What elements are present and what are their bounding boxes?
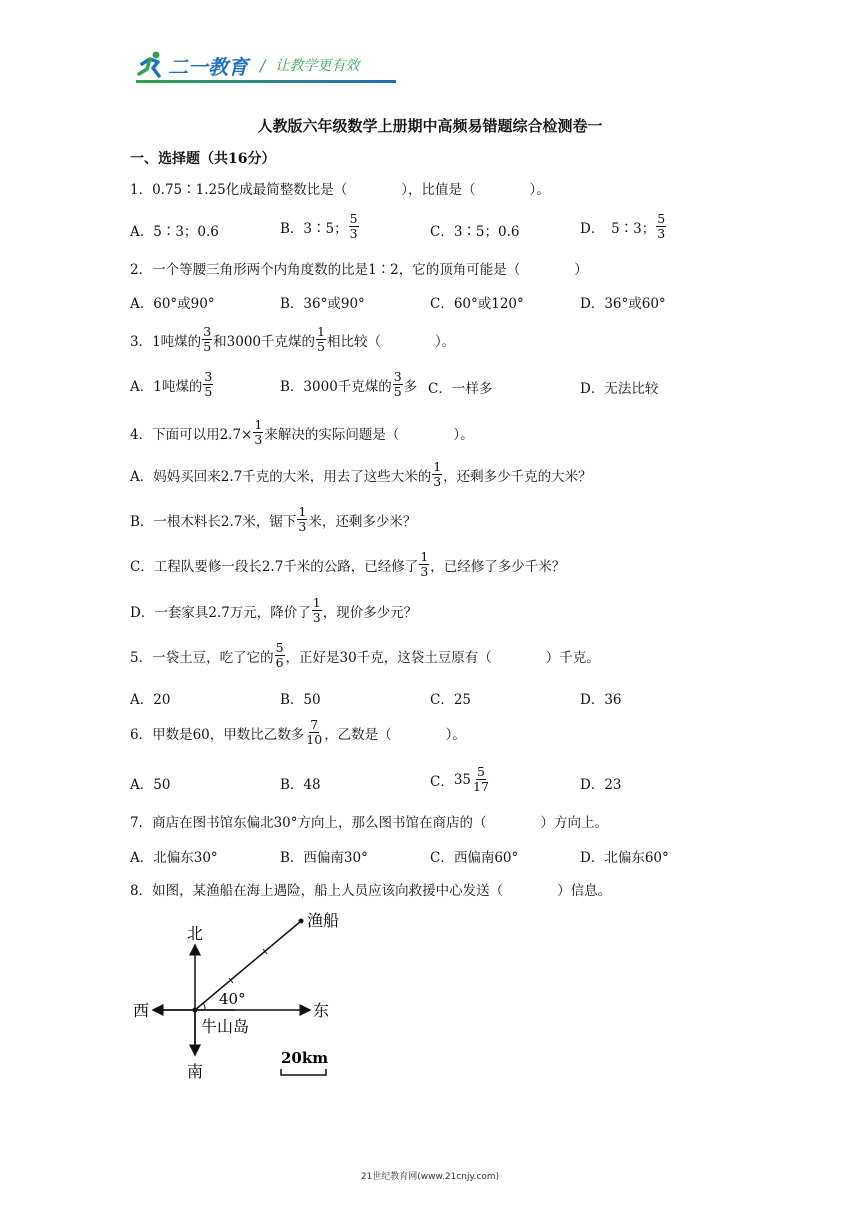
fraction: $\frac{1}{3}$ [433, 459, 442, 489]
label-angle: 40° [219, 990, 246, 1008]
logo-text: 二一教育 [168, 54, 248, 79]
fraction: $\frac{7}{10}$ [306, 717, 323, 747]
q4-option-b[interactable]: B．一根木料长2.7米，锯下 $\frac{1}{3}$ 米，还剩多少米？ [130, 504, 417, 534]
q4-option-a[interactable]: A．妈妈买回来2.7千克的大米，用去了这些大米的 $\frac{1}{3}$ ，还剩多少千克的大米？ [130, 459, 592, 489]
q3-option-b[interactable]: B．3000千克煤的 $\frac{3}{5}$ 多 [280, 369, 418, 399]
q7-option-d[interactable]: D．北偏东60° [580, 850, 669, 866]
q5-option-b[interactable]: B．50 [280, 692, 321, 708]
q7-option-b[interactable]: B．西偏南30° [280, 850, 368, 866]
boat-point [299, 919, 304, 924]
fraction: $\frac{1}{3}$ [420, 549, 429, 579]
fraction: $\frac{5}{17}$ [473, 764, 489, 794]
q1-option-a[interactable]: A．5∶3；0.6 [130, 224, 219, 240]
q3-option-d[interactable]: D．无法比较 [580, 381, 659, 397]
q6-option-a[interactable]: A．50 [130, 777, 171, 793]
q5-option-a[interactable]: A．20 [130, 692, 171, 708]
runner-logo-icon [136, 50, 166, 80]
fraction: $\frac{1}{5}$ [317, 324, 325, 354]
logo-slogan: 让教学更有效 [275, 58, 360, 74]
question-1-stem: 1．0.75∶1.25化成最简整数比是（ ），比值是（ ）。 [130, 182, 550, 198]
fraction: $\frac{1}{3}$ [298, 504, 307, 534]
q5-option-d[interactable]: D．36 [580, 692, 622, 708]
page-footer: 21世纪教育网(www.21cnjy.com) [360, 1172, 500, 1182]
q3-option-c[interactable]: C．一样多 [428, 381, 493, 397]
logo-separator: / [260, 55, 266, 75]
question-2-stem: 2．一个等腰三角形两个内角度数的比是1∶2，它的顶角可能是（ ） [130, 262, 588, 278]
q2-option-c[interactable]: C．60°或120° [430, 296, 524, 312]
q7-option-c[interactable]: C．西偏南60° [430, 850, 519, 866]
q1-option-b[interactable]: B．3∶5； $\frac{5}{3}$ [280, 211, 358, 241]
header-logo [136, 48, 359, 82]
fraction: $\frac{1}{3}$ [254, 417, 263, 447]
fraction: $\frac{3}{5}$ [203, 324, 212, 354]
q6-option-c[interactable]: C． 35 $\frac{5}{17}$ [430, 764, 489, 794]
question-8-stem: 8．如图，某渔船在海上遇险，船上人员应该向救援中心发送（ ）信息。 [130, 883, 612, 899]
q2-option-d[interactable]: D．36°或60° [580, 296, 666, 312]
q1-option-c[interactable]: C．3∶5；0.6 [430, 224, 520, 240]
fraction: $\frac{3}{5}$ [393, 369, 402, 399]
fraction: $\frac{5}{3}$ [657, 211, 666, 241]
logo-underline [136, 80, 396, 83]
question-7-stem: 7．商店在图书馆东偏北30°方向上，那么图书馆在商店的（ ）方向上。 [130, 815, 609, 831]
angle-arc [203, 1003, 205, 1010]
fraction: $\frac{5}{6}$ [275, 640, 284, 670]
fraction: $\frac{5}{3}$ [349, 211, 358, 241]
q1-option-d[interactable]: D． 5∶3； $\frac{5}{3}$ [580, 211, 666, 241]
label-south: 南 [187, 1062, 204, 1081]
q4-option-c[interactable]: C．工程队要修一段长2.7千米的公路，已经修了 $\frac{1}{3}$ ，已经修了多少千米？ [130, 549, 566, 579]
question-6-stem: 6．甲数是60，甲数比乙数多 $\frac{7}{10}$ ，乙数是（ ）。 [130, 717, 466, 747]
q3-option-a[interactable]: A．1吨煤的 $\frac{3}{5}$ [130, 369, 213, 399]
scale-bar [281, 1069, 326, 1075]
question-4-stem: 4．下面可以用2.7× $\frac{1}{3}$ 来解决的实际问题是（ ）。 [130, 417, 474, 447]
section-heading: 一、选择题（共16分） [130, 151, 276, 167]
label-island: 牛山岛 [201, 1017, 250, 1036]
q6-option-d[interactable]: D．23 [580, 777, 622, 793]
label-east: 东 [313, 1001, 330, 1020]
boat-direction-line [195, 921, 301, 1010]
q2-option-a[interactable]: A．60°或90° [130, 296, 215, 312]
question-5-stem: 5．一袋土豆，吃了它的 $\frac{5}{6}$ ，正好是30千克，这袋土豆原有（ ）千克。 [130, 640, 600, 670]
label-north: 北 [187, 924, 204, 943]
label-west: 西 [133, 1001, 150, 1020]
q4-option-d[interactable]: D．一套家具2.7万元，降价了 $\frac{1}{3}$ ，现价多少元？ [130, 595, 418, 625]
fraction: $\frac{3}{5}$ [204, 369, 213, 399]
q7-option-a[interactable]: A．北偏东30° [130, 850, 218, 866]
label-boat: 渔船 [307, 911, 340, 930]
direction-figure [125, 905, 365, 1085]
q5-option-c[interactable]: C．25 [430, 692, 472, 708]
fraction: $\frac{1}{3}$ [312, 595, 321, 625]
q6-option-b[interactable]: B．48 [280, 777, 321, 793]
island-point [193, 1008, 198, 1013]
page-title: 人教版六年级数学上册期中高频易错题综合检测卷一 [257, 117, 603, 135]
label-scale: 20km [281, 1049, 329, 1067]
question-3-stem: 3．1吨煤的 $\frac{3}{5}$ 和3000千克煤的 $\frac{1}{5}$ 相比较（ ）。 [130, 324, 456, 354]
q2-option-b[interactable]: B．36°或90° [280, 296, 365, 312]
